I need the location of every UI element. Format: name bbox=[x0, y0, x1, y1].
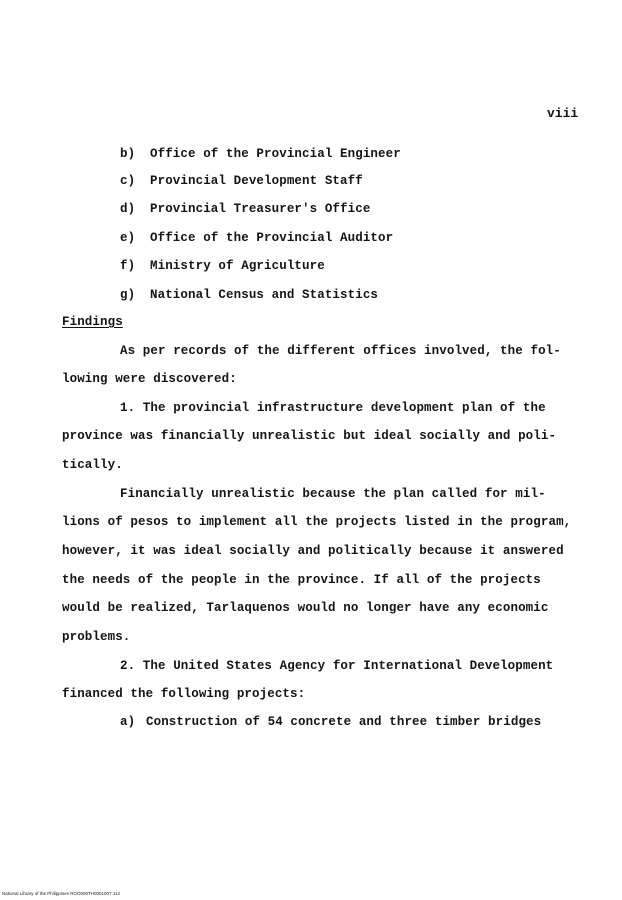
page-number: viii bbox=[547, 106, 579, 121]
list-item-letter: f) bbox=[120, 259, 136, 273]
list-item-text: Office of the Provincial Auditor bbox=[150, 231, 394, 245]
list-item-text: Construction of 54 concrete and three timber bridges bbox=[146, 715, 542, 729]
list-item-text: National Census and Statistics bbox=[150, 288, 379, 302]
list-item-letter: a) bbox=[120, 715, 136, 729]
text-line: lions of pesos to implement all the projects listed in the program, bbox=[62, 515, 572, 529]
findings-heading: Findings bbox=[62, 315, 123, 329]
text-line: financed the following projects: bbox=[62, 687, 306, 701]
text-line: would be realized, Tarlaquenos would no longer have any economic bbox=[62, 601, 549, 615]
list-item-text: Provincial Treasurer's Office bbox=[150, 202, 371, 216]
text-line: 2. The United States Agency for International Development bbox=[120, 659, 554, 673]
text-line: province was financially unrealistic but ideal socially and poli- bbox=[62, 429, 557, 443]
text-line: 1. The provincial infrastructure development plan of the bbox=[120, 401, 546, 415]
text-line: Financially unrealistic because the plan called for mil- bbox=[120, 487, 546, 501]
list-item-letter: d) bbox=[120, 202, 136, 216]
list-item-letter: b) bbox=[120, 147, 136, 161]
text-line: the needs of the people in the province. If all of the projects bbox=[62, 573, 541, 587]
list-item-text: Ministry of Agriculture bbox=[150, 259, 325, 273]
text-line: As per records of the different offices involved, the fol- bbox=[120, 344, 561, 358]
text-line: problems. bbox=[62, 630, 131, 644]
text-line: however, it was ideal socially and politically because it answered bbox=[62, 544, 564, 558]
text-line: lowing were discovered: bbox=[62, 372, 237, 386]
list-item-letter: e) bbox=[120, 231, 136, 245]
list-item-text: Office of the Provincial Engineer bbox=[150, 147, 401, 161]
list-item-text: Provincial Development Staff bbox=[150, 174, 363, 188]
list-item-letter: c) bbox=[120, 174, 136, 188]
list-item-letter: g) bbox=[120, 288, 136, 302]
text-line: tically. bbox=[62, 458, 123, 472]
archive-footer: National Library of the Philippines ROO000TH0001007 112 bbox=[2, 891, 120, 896]
